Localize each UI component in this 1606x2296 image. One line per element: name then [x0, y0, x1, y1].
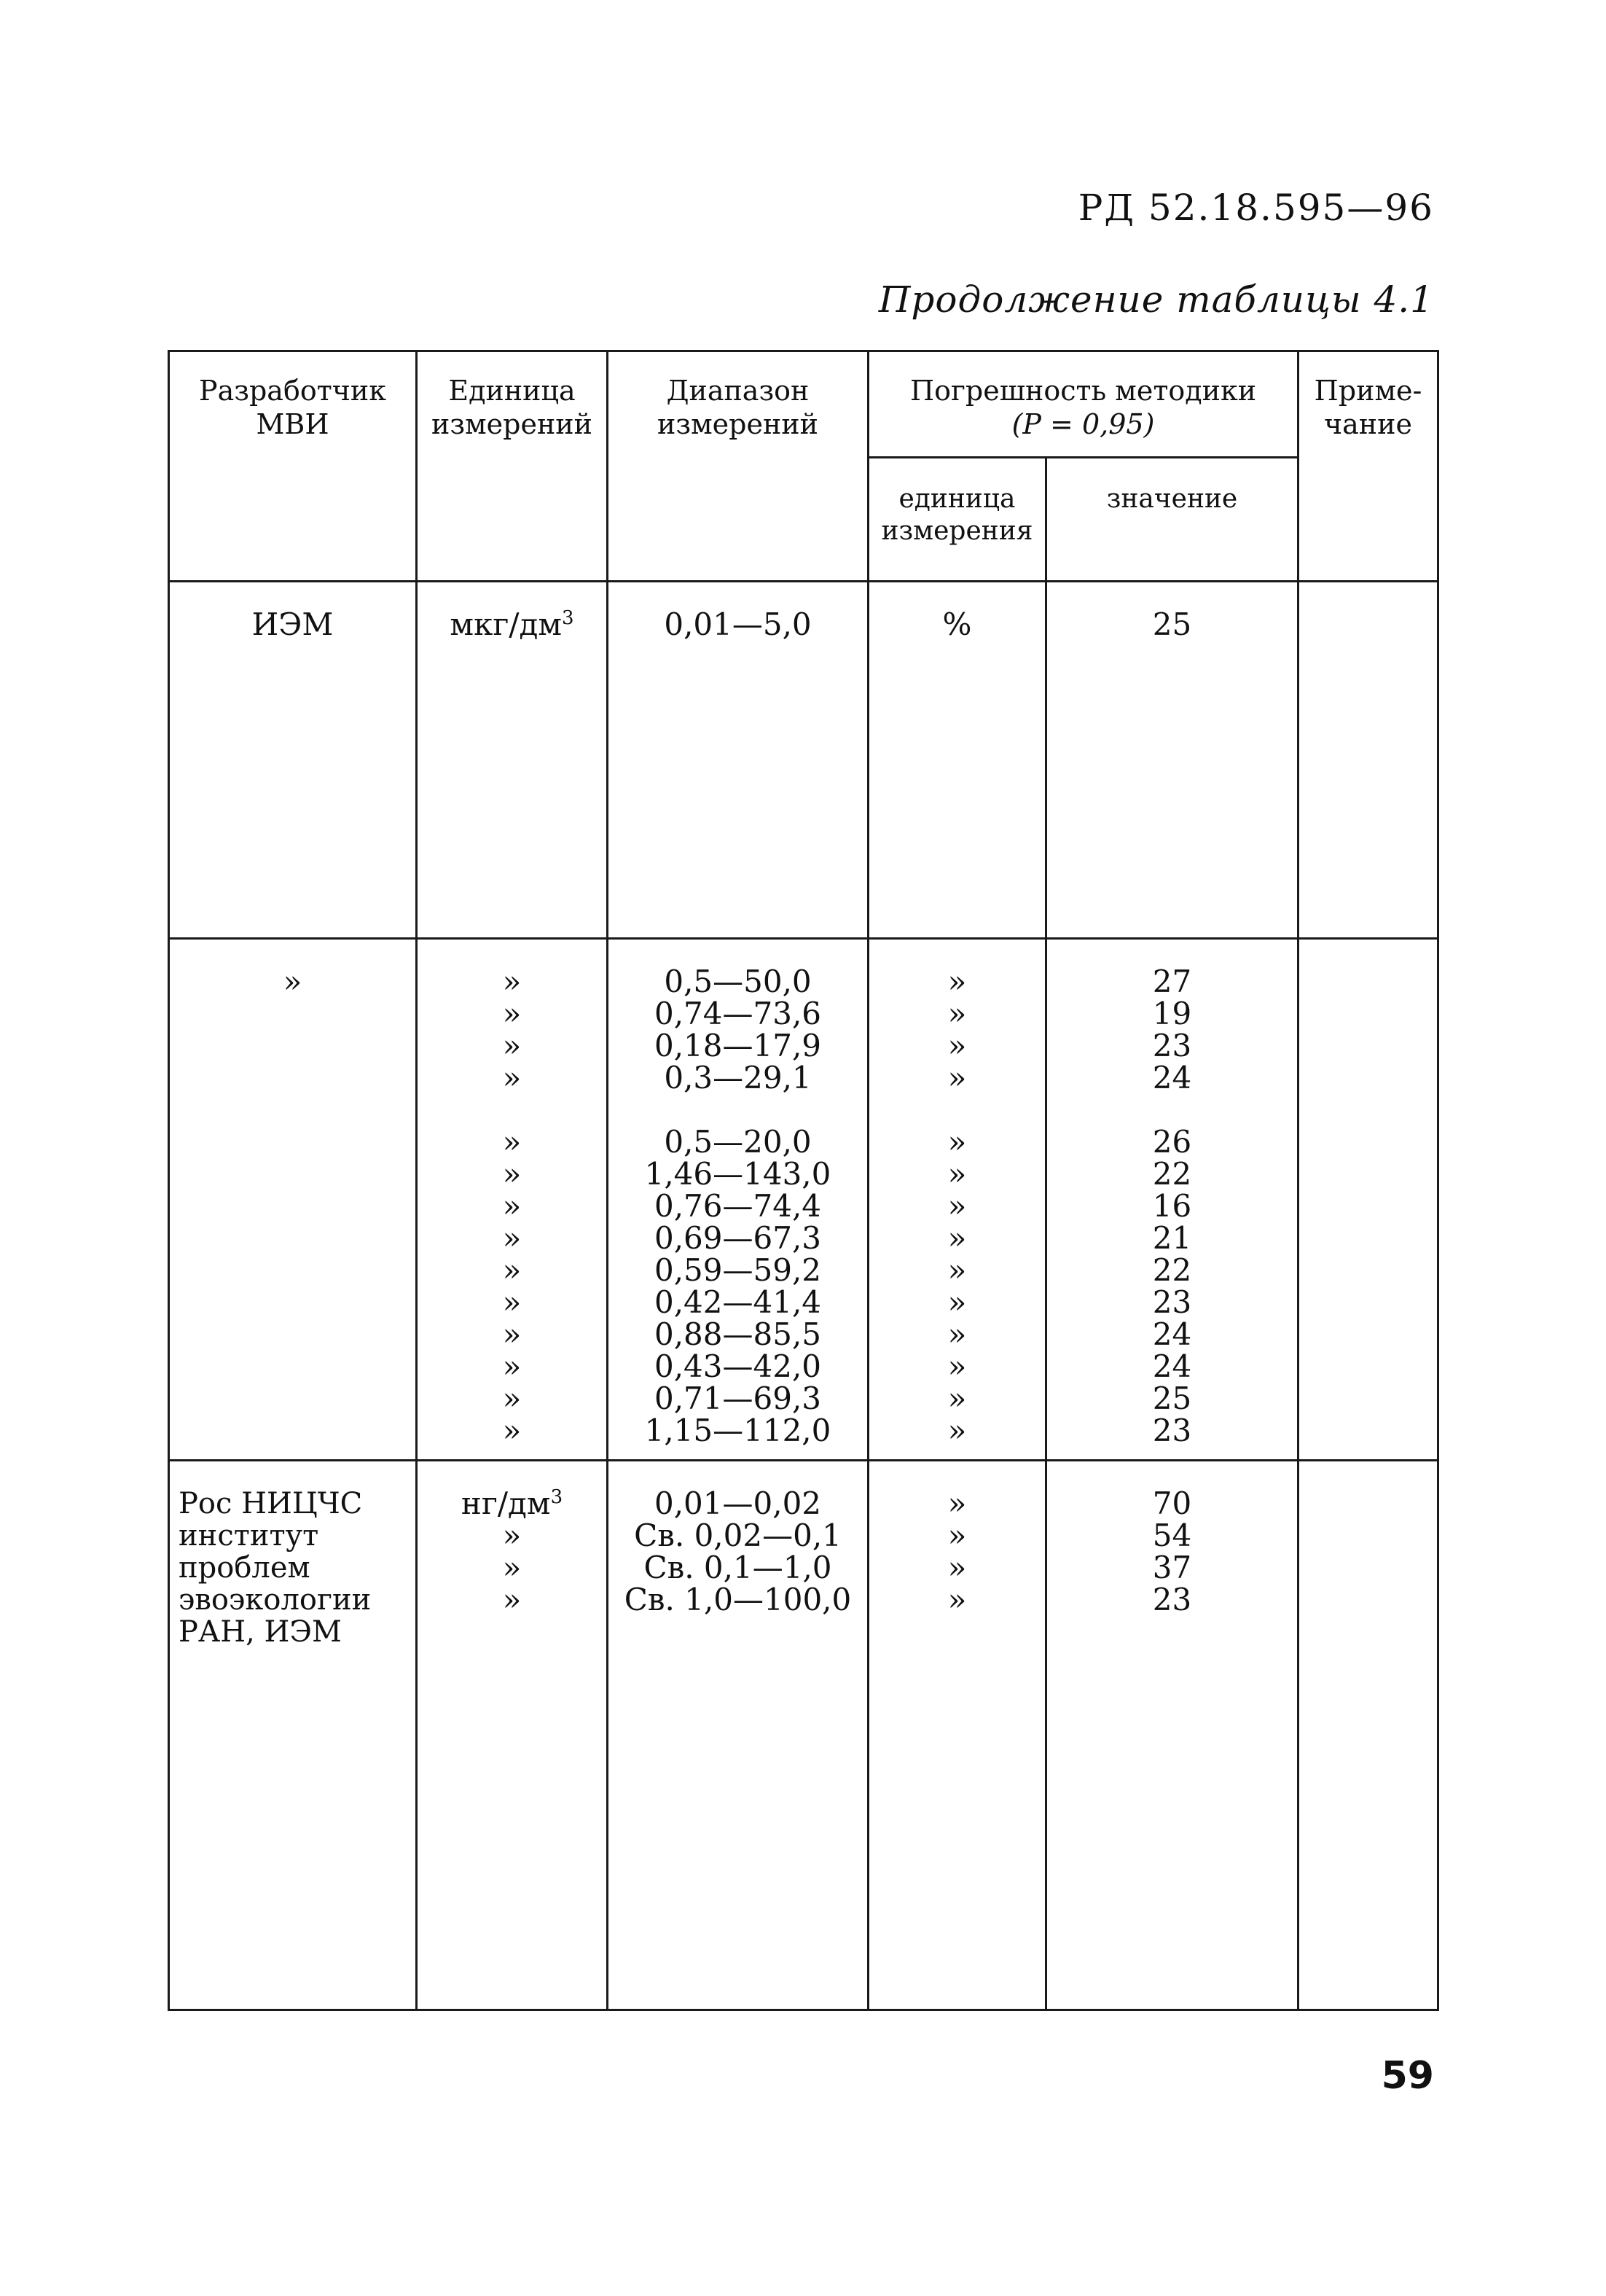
range-value: 0,5—50,0 [664, 964, 812, 999]
header-text: Диапазон [666, 375, 810, 407]
error-value: 54 [1152, 1518, 1192, 1553]
unit-text: » [502, 1316, 522, 1352]
error-value: 27 [1152, 964, 1192, 999]
header-text: Погрешность методики [909, 375, 1257, 407]
error-unit-value: » [947, 1518, 967, 1553]
header-row-main [169, 351, 1438, 458]
error-unit-value: » [947, 1550, 967, 1585]
error-unit-cell [869, 582, 1046, 939]
table-row [169, 1461, 1438, 2010]
unit-text: » [502, 1220, 522, 1256]
unit-text: » [502, 1348, 522, 1384]
error-value: 21 [1152, 1220, 1192, 1256]
unit-text [418, 1485, 606, 1521]
unit-text: » [502, 1550, 522, 1585]
developer-text: институт [179, 1519, 319, 1553]
range-value: 0,43—42,0 [654, 1348, 822, 1384]
error-unit-value: » [947, 996, 967, 1031]
column-header-note [1298, 351, 1438, 582]
error-unit-value: » [947, 1124, 967, 1160]
error-unit-value: » [947, 1485, 967, 1521]
range-value: 1,15—112,0 [644, 1413, 831, 1448]
developer-cell [169, 582, 417, 939]
error-value: 25 [1152, 606, 1192, 642]
spacer [1047, 1094, 1297, 1126]
unit-text: » [502, 1124, 522, 1160]
range-value: 0,88—85,5 [654, 1316, 822, 1352]
error-value: 23 [1152, 1413, 1192, 1448]
range-value: 0,18—17,9 [654, 1028, 822, 1063]
table-continuation-caption: Продолжение таблицы 4.1 [878, 278, 1434, 321]
range-value: 0,71—69,3 [654, 1381, 822, 1416]
unit-cell [417, 1461, 608, 2010]
header-text: измерений [657, 408, 818, 440]
unit-text: » [502, 1060, 522, 1096]
header-text: Разработчик [199, 375, 386, 407]
unit-base: мкг/дм [450, 606, 563, 642]
range-value: 0,01—0,02 [654, 1485, 822, 1521]
column-header-unit [417, 351, 608, 582]
unit-text: » [502, 1582, 522, 1617]
unit-text: » [502, 1413, 522, 1448]
range-value: 0,59—59,2 [654, 1252, 822, 1288]
unit-text: » [502, 1518, 522, 1553]
unit-exponent: 3 [562, 607, 574, 629]
range-value: 0,74—73,6 [654, 996, 822, 1031]
range-value: 0,42—41,4 [654, 1284, 822, 1320]
range-value: 0,5—20,0 [664, 1124, 812, 1160]
spacer [869, 1094, 1045, 1126]
range-value: Св. 0,02—0,1 [634, 1518, 842, 1553]
header-text: чание [1324, 408, 1412, 440]
developer-text: ИЭМ [251, 606, 334, 642]
measurement-methods-table [168, 350, 1439, 2011]
error-value: 25 [1152, 1381, 1192, 1416]
header-text: единица [898, 484, 1016, 514]
unit-text: » [502, 996, 522, 1031]
error-value: 23 [1152, 1582, 1192, 1617]
note-cell [1298, 1461, 1438, 2010]
range-value: 0,01—5,0 [664, 606, 812, 642]
unit-exponent: 3 [550, 1486, 563, 1508]
unit-text [418, 606, 606, 642]
error-value: 26 [1152, 1124, 1192, 1160]
error-unit-cell [869, 939, 1046, 1461]
error-unit-value: » [947, 1188, 967, 1224]
unit-text: » [502, 1028, 522, 1063]
unit-cell [417, 939, 608, 1461]
error-value: 19 [1152, 996, 1192, 1031]
error-value: 70 [1152, 1485, 1192, 1521]
unit-text: » [502, 1381, 522, 1416]
error-value: 22 [1152, 1156, 1192, 1192]
error-value: 23 [1152, 1028, 1192, 1063]
header-text: измерений [431, 408, 592, 440]
error-value: 24 [1152, 1348, 1192, 1384]
column-header-error-value [1046, 458, 1298, 582]
header-text: значение [1106, 484, 1238, 514]
error-value: 23 [1152, 1284, 1192, 1320]
page-number: 59 [1381, 2054, 1434, 2098]
note-cell [1298, 582, 1438, 939]
error-value: 37 [1152, 1550, 1192, 1585]
range-value: Св. 0,1—1,0 [643, 1550, 832, 1585]
unit-text: » [502, 964, 522, 999]
column-header-error-unit [869, 458, 1046, 582]
unit-text: » [502, 1188, 522, 1224]
unit-text: » [502, 1284, 522, 1320]
spacer [608, 1094, 867, 1126]
error-unit-value: » [947, 1413, 967, 1448]
unit-cell [417, 582, 608, 939]
error-unit-value: » [947, 1252, 967, 1288]
error-value: 22 [1152, 1252, 1192, 1288]
error-unit-value: » [947, 1028, 967, 1063]
error-unit-value: » [947, 964, 967, 999]
error-unit-value: » [947, 1284, 967, 1320]
header-text: Единица [448, 375, 576, 407]
header-text: Приме- [1314, 375, 1422, 407]
error-value-cell [1046, 582, 1298, 939]
header-text: МВИ [256, 408, 329, 440]
error-unit-value: » [947, 1348, 967, 1384]
header-text: (P = 0,95) [1011, 408, 1155, 440]
developer-text: эвоэкологии [179, 1583, 372, 1617]
developer-text: РАН, ИЭМ [179, 1615, 342, 1649]
unit-text: » [502, 1252, 522, 1288]
error-unit-value: % [942, 606, 972, 642]
table-row [169, 939, 1438, 1461]
developer-text: » [283, 964, 302, 999]
note-cell [1298, 939, 1438, 1461]
error-unit-value: » [947, 1316, 967, 1352]
unit-base: нг/дм [461, 1485, 551, 1521]
developer-text: Рос НИЦЧС [179, 1487, 363, 1520]
header-text: измерения [881, 516, 1033, 546]
error-value: 24 [1152, 1060, 1192, 1096]
error-unit-value: » [947, 1156, 967, 1192]
range-value: 1,46—143,0 [644, 1156, 831, 1192]
range-cell [608, 1461, 869, 2010]
error-value-cell [1046, 939, 1298, 1461]
range-cell [608, 582, 869, 939]
error-unit-cell [869, 1461, 1046, 2010]
document-code: РД 52.18.595—96 [1078, 187, 1434, 229]
range-value: 0,69—67,3 [654, 1220, 822, 1256]
table-row [169, 582, 1438, 939]
developer-cell [169, 1461, 417, 2010]
developer-text: проблем [179, 1551, 310, 1585]
column-header-developer [169, 351, 417, 582]
column-header-range [608, 351, 869, 582]
unit-text: » [502, 1156, 522, 1192]
error-unit-value: » [947, 1220, 967, 1256]
range-value: 0,76—74,4 [654, 1188, 822, 1224]
error-value-cell [1046, 1461, 1298, 2010]
spacer [418, 1094, 606, 1126]
error-unit-value: » [947, 1060, 967, 1096]
error-value: 16 [1152, 1188, 1192, 1224]
error-value: 24 [1152, 1316, 1192, 1352]
range-cell [608, 939, 869, 1461]
error-unit-value: » [947, 1381, 967, 1416]
range-value: Св. 1,0—100,0 [624, 1582, 852, 1617]
error-unit-value: » [947, 1582, 967, 1617]
range-value: 0,3—29,1 [664, 1060, 812, 1096]
column-header-error-group [869, 351, 1298, 458]
developer-cell [169, 939, 417, 1461]
